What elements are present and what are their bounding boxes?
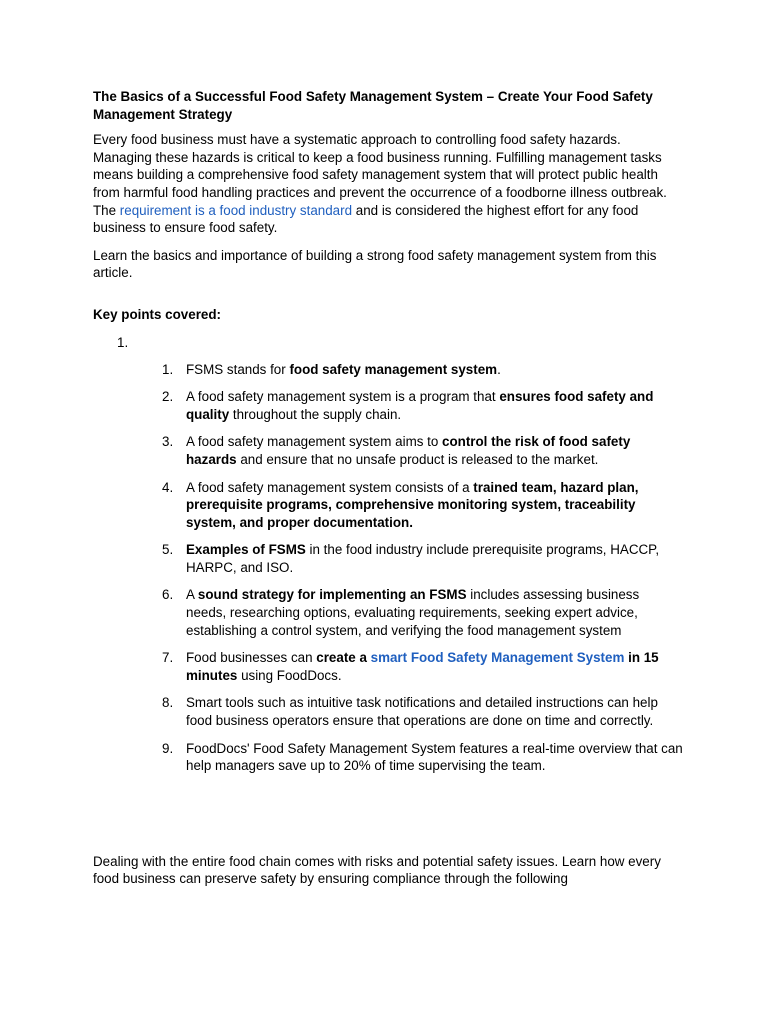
list-item-number: 3.	[162, 434, 174, 450]
intro-text-start: Every food business must have a systematic approach to controlling food safety hazards. Managing these hazards is critical to keep a food business running. Fulfilling management tasks means building a comprehensive food safety management system that will protect public health from harmful food handling practices and prevent the occurrence of a foodborne illness outbreak. The	[93, 132, 667, 218]
list-item-number: 5.	[162, 542, 174, 558]
intro-text-end: and is considered the highest effort for any food business to ensure food safety.	[93, 202, 639, 236]
text-run: A food safety management system aims to	[186, 434, 443, 450]
list-item-text	[186, 434, 630, 467]
list-item-text	[186, 650, 659, 683]
outer-list	[93, 334, 683, 352]
bold-text: trained team, hazard plan, prerequisite programs, comprehensive monitoring system, traceability system, and proper documentation.	[186, 479, 639, 530]
list-item	[93, 649, 683, 684]
list-item-text	[186, 741, 683, 774]
list-item	[93, 388, 683, 423]
list-item-text	[186, 542, 659, 575]
text-run: and ensure that no unsafe product is released to the market.	[236, 451, 599, 467]
list-item	[93, 479, 683, 532]
text-run: FSMS stands for	[186, 361, 290, 377]
list-item	[93, 433, 683, 468]
bold-text: sound strategy for implementing an FSMS	[197, 587, 467, 603]
text-run: throughout the supply chain.	[229, 406, 402, 422]
text-run: A food safety management system consists of a	[186, 479, 474, 495]
list-item-text	[186, 587, 639, 637]
intro-paragraph	[93, 131, 683, 237]
bold-text: food safety management system	[289, 361, 498, 377]
list-item	[93, 586, 683, 639]
list-item-text	[186, 480, 639, 530]
text-run: A	[186, 587, 198, 603]
bold-text: control the risk of food safety hazards	[186, 434, 631, 467]
list-item-number: 6.	[162, 587, 174, 603]
key-points-list	[93, 361, 683, 775]
text-run: FoodDocs' Food Safety Management System features a real-time overview that can help managers save up to 20% of time supervising the team.	[186, 740, 683, 774]
food-industry-standard-link[interactable]: requirement is a food industry standard	[119, 202, 353, 218]
list-item	[93, 740, 683, 775]
bold-text: Examples of FSMS	[186, 542, 306, 558]
text-run: A food safety management system is a program that	[186, 389, 500, 405]
text-run: Smart tools such as intuitive task notifications and detailed instructions can help food business operators ensure that operations are done on time and correctly.	[186, 695, 658, 729]
text-run: .	[497, 361, 501, 377]
bold-text: in 15 minutes	[186, 650, 659, 683]
list-item-text	[186, 389, 653, 422]
list-item-number: 9.	[162, 740, 174, 756]
list-item-text	[186, 695, 658, 728]
bold-text: ensures food safety and quality	[186, 389, 654, 422]
text-run: includes assessing business needs, researching options, evaluating requirements, seeking expert advice, establishing a control system, and verifying the food management system	[186, 587, 640, 638]
learn-paragraph: Learn the basics and importance of building a strong food safety management system from this article.	[93, 247, 657, 281]
key-points-heading: Key points covered:	[93, 306, 221, 322]
list-item-number: 1.	[162, 361, 174, 377]
list-item-number: 2.	[162, 389, 174, 405]
document-page	[93, 88, 683, 898]
list-item	[93, 541, 683, 576]
list-item	[93, 361, 683, 379]
list-item-number: 8.	[162, 695, 174, 711]
smart-fsms-link[interactable]: smart Food Safety Management System	[370, 650, 625, 666]
outer-list-number: 1.	[117, 334, 129, 350]
list-item-number: 7.	[162, 650, 174, 666]
document-title: The Basics of a Successful Food Safety Management System – Create Your Food Safety Management Strategy	[93, 89, 653, 122]
list-item	[93, 694, 683, 729]
text-run: Food businesses can	[186, 650, 317, 666]
list-item-number: 4.	[162, 479, 174, 495]
bold-text: create a	[316, 650, 371, 666]
text-run: using FoodDocs.	[237, 667, 342, 683]
text-run: in the food industry include prerequisite programs, HACCP, HARPC, and ISO.	[186, 542, 660, 575]
list-item-text	[186, 362, 501, 377]
closing-paragraph: Dealing with the entire food chain comes with risks and potential safety issues. Learn how every food business can preserve safety by ensuring compliance through the following	[93, 853, 661, 887]
